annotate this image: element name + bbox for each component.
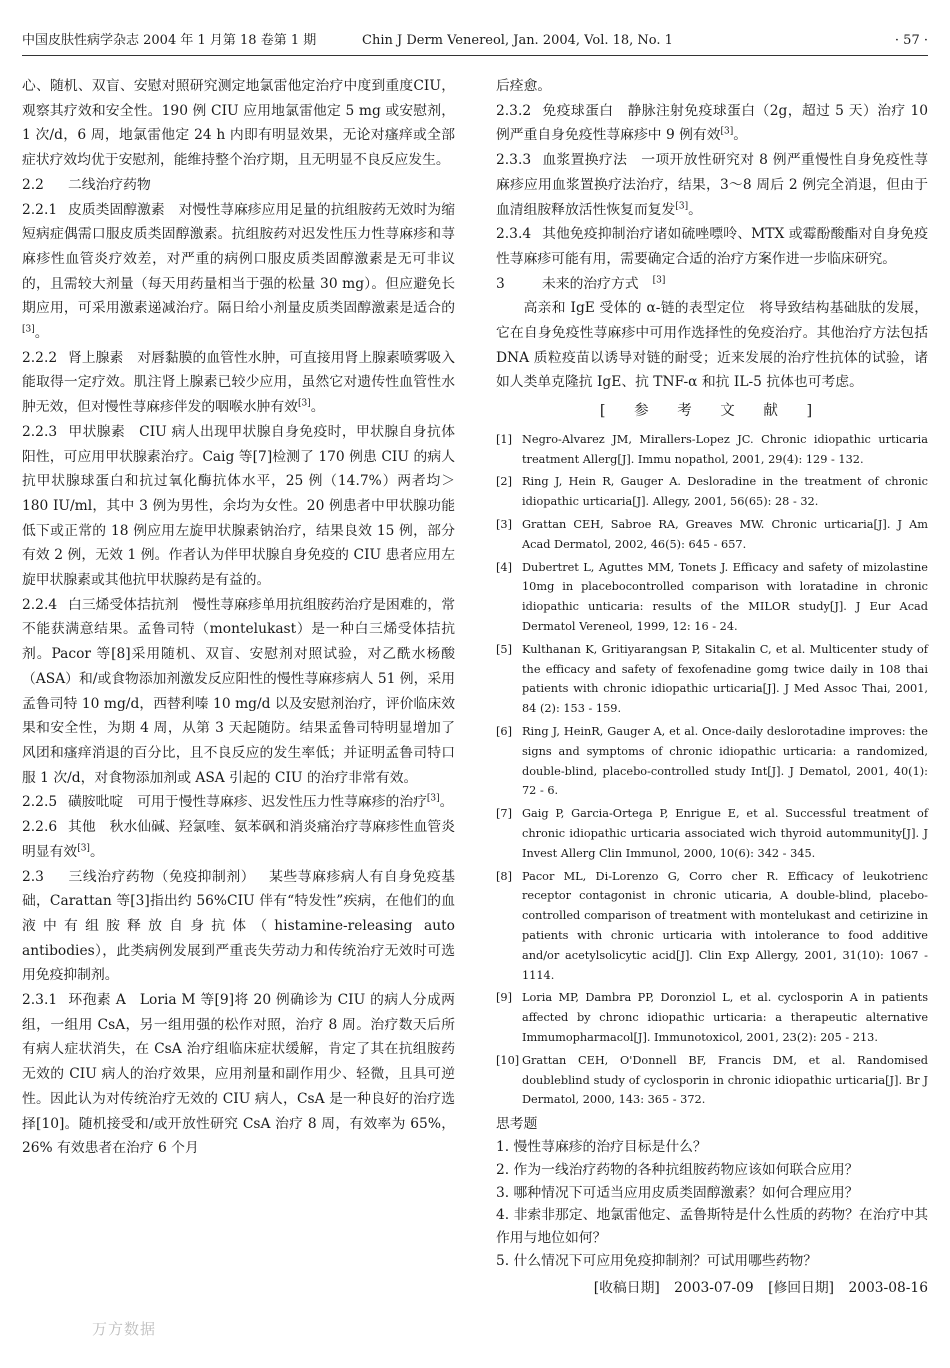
- reference-text: Loria MP, Dambra PP, Doronziol L, et al. cyclosporin A in patients affected by chronc idiopathic urticaria: a therapeutic alternative Immumopharmacol[J]. Immunotoxicol, 2001, 23(2): 205 - 213.: [522, 991, 928, 1044]
- paragraph-text: 高亲和 IgE 受体的 α-链的表型定位 将导致结构基础肽的发展，它在自身免疫性荨麻疹中可用作选择性的免疫治疗。其他治疗方法包括 DNA 质粒疫苗以诱导对链的耐受；近来发展的治疗性抗体的试验，诸如人类单克隆抗 IgE、抗 TNF-α 和抗 IL-5 抗体也可考虑。: [496, 300, 928, 391]
- section-title: 三线治疗药物（免疫抑制剂）: [68, 868, 256, 885]
- received-date: 2003-07-09: [674, 1279, 754, 1296]
- citation: [3]: [720, 126, 734, 137]
- body-paragraph: [22, 74, 455, 173]
- reference-number: [4]: [496, 560, 513, 574]
- reference-text: Dubertret L, Aguttes MM, Tonets J. Efficacy and safety of mizolastine 10mg in placebocontrolled comparison with loratadine in chronic idiopathic unticaria: results of the MILOR study[J]. J Eur Acad Dermatol Vereneol, 1999, 12: 16 - 24.: [522, 560, 928, 634]
- section-number: 2.3.1: [22, 992, 58, 1009]
- reference-item: [496, 640, 928, 719]
- paragraph-text: CIU 病人出现甲状腺自身免疫时，甲状腺自身抗体阳性，可应用甲状腺素治疗。Caig 等[7]检测了 170 例患 CIU 的病人抗甲状腺球蛋白和抗过氧化酶抗体水平，25 例（14.7%）两者均＞180 IU/ml，其中 3 例为男性，余均为女性。20 例患者中甲状腺功能低下或正常的 18 例应用左旋甲状腺素钠治疗，结果良效 15 例，部分有效 2 例，无效 1 例。作者认为伴甲状腺自身免疫的 CIU 患者应用左旋甲状腺素或其他抗甲状腺药是有益的。: [22, 423, 455, 589]
- reference-text: Kulthanan K, Gritiyarangsan P, Sitakalin C, et al. Multicenter study of the efficacy and safety of fexofenadine gomg twice daily in 108 thai patients with chronic idiopathic urticaria[J]. J Med Assoc Thai, 2001, 84 (2): 153 - 159.: [522, 642, 928, 716]
- reference-text: Pacor ML, Di-Lorenzo G, Corro cher R. Efficacy of leukotrienc receptor contagonist in chronic uticaria, A double-blind, placebo-controlled comparison of treatment with montelukast and cetirizine in patients with chronic urticaria with intolerance to food additive and/or acetylsolicytic acid[J]. Clin Exp Allergy, 2001, 31(10): 1067 - 1114.: [522, 869, 928, 982]
- reference-number: [9]: [496, 991, 513, 1005]
- section-title: 白三烯受体拮抗剂: [68, 596, 179, 613]
- section-number: 2.2.5: [22, 794, 58, 811]
- reference-item: [496, 472, 928, 512]
- reference-item: [496, 722, 928, 801]
- paragraph-tail: 。: [688, 201, 702, 218]
- reference-text: Grattan CEH, Sabroe RA, Greaves MW. Chronic urticaria[J]. J Am Acad Dermatol, 2002, 46(5): 645 - 657.: [522, 518, 928, 551]
- section-title: 血浆置换疗法: [542, 152, 628, 169]
- reference-text: Ring J, HeinR, Gauger A, et al. Once-daily deslorotadine improves: the signs and symptoms of chronic idiopathic urticaria: a randomized, double-blind, placebo-controlled study Int[J]. J Dematol, 2001, 40(1): 72 - 6.: [522, 725, 928, 798]
- paragraph-text: 对慢性荨麻疹应用足量的抗组胺药无效时为缩短病症偶需口服皮质类固醇激素。抗组胺药对迟发性压力性荨麻疹和荨麻疹性血管炎疗效差，对严重的病例口服皮质类固醇激素是无可非议的，且需较大剂量（每天用药量相当于强的松量 30 mg）。但应避免长期应用，可采用激素递减治疗。隔日给小剂量皮质类固醇激素是适合的: [22, 201, 456, 317]
- reference-item: [496, 515, 928, 555]
- questions-section: [496, 1113, 928, 1273]
- questions-list: [496, 1136, 928, 1273]
- reference-item: [496, 1051, 928, 1110]
- paragraph-text: 静脉注射免疫球蛋白（2g，超过 5 天）治疗 10 例严重自身免疫性荨麻疹中 9 例有效: [496, 102, 928, 144]
- paragraph-text: 后痊愈。: [496, 78, 552, 94]
- section-paragraph: [496, 272, 928, 297]
- reference-number: [8]: [496, 869, 513, 883]
- section-paragraph: [496, 148, 928, 222]
- reference-item: [496, 867, 928, 986]
- watermark: 万方数据: [92, 1320, 157, 1338]
- references-list: [496, 430, 928, 1110]
- reference-number: [10]: [496, 1053, 520, 1067]
- section-paragraph: [22, 865, 455, 989]
- section-number: 2.2.1: [22, 201, 58, 218]
- section-title: 环孢素 A: [68, 992, 126, 1009]
- paragraph-text: 心、随机、双盲、安慰对照研究测定地氯雷他定治疗中度到重度CIU，观察其疗效和安全性。190 例 CIU 应用地氯雷他定 5 mg 或安慰剂，1 次/d，6 周，地氯雷他定 24 h 内即有明显效果，无论对瘙痒或全部症状疗效均优于安慰剂，能维持整个治疗期，且无明显不良反应发生。: [22, 78, 455, 169]
- paragraph-text: 其他免疫抑制治疗诸如硫唑嘌呤、MTX 或霉酚酸酯对自身免疫性荨麻疹可能有用，需要确定合适的治疗方案作进一步临床研究。: [496, 226, 928, 267]
- reference-text: Grattan CEH, O'Donnell BF, Francis DM, et al. Randomised doubleblind study of cyclosporin in chronic idiopathic urticaria[J]. Br J Dermatol, 2000, 143: 365 - 372.: [522, 1053, 928, 1107]
- section-paragraph: [22, 815, 455, 864]
- paragraph-text: 对唇黏膜的血管性水肿，可直接用肾上腺素喷雾吸入能取得一定疗效。肌注肾上腺素已较少应用，虽然它对遗传性血管性水肿无效，但对慢性荨麻疹伴发的咽喉水肿有效: [22, 349, 456, 416]
- citation: [3]: [652, 275, 666, 286]
- references-title: [ 参 考 文 献 ]: [599, 403, 825, 420]
- section-title: 其他: [68, 819, 96, 836]
- section-paragraph: [22, 346, 455, 420]
- left-column: [22, 74, 455, 1161]
- body-paragraph: [496, 74, 928, 99]
- paragraph-text: 慢性荨麻疹单用抗组胺药治疗是困难的，常不能获满意结果。孟鲁司特（montelukast）是一种白三烯受体拮抗剂。Pacor 等[8]采用随机、双盲、安慰剂对照试验，对乙酰水杨酸（ASA）和/或食物添加剂激发反应阳性的慢性荨麻疹病人 51 例，采用孟鲁司特 10 mg/d，西替利嗪 10 mg/d 以及安慰剂治疗，评价临床效果和安全性，为期 4 周，从第 3 天起随防。结果孟鲁司特明显增加了风团和瘙痒消退的百分比，且不良反应的发生率低；并证明孟鲁司特口服 1 次/d，对食物添加剂或 ASA 引起的 CIU 的治疗非常有效。: [22, 596, 456, 786]
- citation: [3]: [77, 843, 90, 854]
- revised-date: 2003-08-16: [848, 1279, 928, 1296]
- reference-text: Gaig P, Garcia-Ortega P, Enrigue E, et al. Successful treatment of chronic idiopathic urticaria associated wich thyroid autommunity[J]. J Invest Allerg Clin Immunol, 2000, 10(6): 342 - 345.: [522, 807, 928, 860]
- reference-number: [2]: [496, 475, 513, 489]
- journal-title-en: Chin J Derm Venereol, Jan. 2004, Vol. 18, No. 1: [362, 33, 673, 48]
- section-title: 皮质类固醇激素: [68, 201, 165, 218]
- section-paragraph: [22, 173, 455, 198]
- section-number: 2.2: [22, 176, 44, 193]
- section-paragraph: [22, 593, 455, 791]
- page-number: · 57 ·: [894, 33, 928, 48]
- paragraph-tail: 。: [89, 843, 104, 860]
- paragraph-text: 秋水仙碱、羟氯喹、氨苯砜和消炎痛治疗荨麻疹性血管炎明显有效: [22, 819, 456, 860]
- section-title: 肾上腺素: [68, 349, 124, 366]
- paragraph-text: 一项开放性研究对 8 例严重慢性自身免疫性荨麻疹应用血浆置换疗法治疗，结果，3～8 周后 2 例完全消退，但由于血清组胺释放活性恢复而复发: [496, 152, 928, 218]
- section-number: 2.3.4: [496, 226, 532, 243]
- reference-number: [3]: [496, 518, 513, 532]
- reference-number: [7]: [496, 807, 513, 821]
- question-item: 3. 哪种情况下可适当应用皮质类固醇激素？如何合理应用？: [496, 1184, 859, 1201]
- question-item: 2. 作为一线治疗药物的各种抗组胺药物应该如何联合应用？: [496, 1161, 859, 1178]
- questions-title: 思考题: [496, 1116, 538, 1133]
- section-paragraph: [496, 99, 928, 148]
- reference-text: Negro-Alvarez JM, Mirallers-Lopez JC. Chronic idiopathic urticaria treatment Allerg[J]. Immu nopathol, 2001, 29(4): 129 - 132.: [522, 432, 928, 466]
- citation: [3]: [22, 324, 35, 335]
- section-paragraph: [22, 420, 455, 593]
- section-number: 2.3.3: [496, 152, 532, 169]
- running-header: [22, 31, 928, 53]
- section-title: 未来的治疗方式: [542, 275, 639, 292]
- reference-item: [496, 804, 928, 863]
- section-number: 2.3: [22, 868, 44, 885]
- section-title: 磺胺吡啶: [68, 794, 124, 811]
- received-label: [收稿日期]: [593, 1279, 660, 1296]
- section-paragraph: [496, 222, 928, 271]
- paragraph-text: 可用于慢性荨麻疹、迟发性压力性荨麻疹的治疗: [137, 794, 427, 811]
- section-number: 2.2.2: [22, 349, 58, 366]
- section-paragraph: [22, 198, 455, 346]
- right-body: [496, 74, 928, 395]
- reference-text: Ring J, Hein R, Gauger A. Desloradine in the treatment of chronic idiopathic urticaria[J]. Allegy, 2001, 56(65): 28 - 32.: [522, 475, 928, 509]
- revised-label: [修回日期]: [768, 1279, 835, 1296]
- section-number: 2.2.4: [22, 596, 58, 613]
- journal-title-cn: 中国皮肤性病学杂志 2004 年 1 月第 18 卷第 1 期: [22, 33, 317, 48]
- section-title: 甲状腺素: [68, 423, 126, 440]
- section-title: 免疫球蛋白: [542, 102, 614, 119]
- section-paragraph: [22, 988, 455, 1161]
- section-number: 3: [496, 275, 505, 292]
- paragraph-tail: 。: [733, 127, 748, 144]
- reference-number: [5]: [496, 642, 513, 656]
- reference-item: [496, 988, 928, 1047]
- section-title: 二线治疗药物: [68, 176, 151, 193]
- section-number: 2.2.6: [22, 819, 58, 836]
- header-rule: [22, 55, 928, 56]
- question-item: 4. 非索非那定、地氯雷他定、孟鲁斯特是什么性质的药物？在治疗中其作用与地位如何？: [496, 1207, 928, 1247]
- paragraph-tail: 。: [439, 794, 454, 811]
- paragraph-text: 某些荨麻疹病人有自身免疫基础，Carattan 等[3]指出约 56%CIU 伴有“特发性”疾病，在他们的血液中有组胺释放自身抗体（histamine-releasing auto antibodies），此类病例发展到严重丧失劳动力和传统治疗无效时可选用免疫抑制剂。: [22, 868, 456, 984]
- question-item: 1. 慢性荨麻疹的治疗目标是什么？: [496, 1138, 707, 1155]
- paragraph-text: Loria M 等[9]将 20 例确诊为 CIU 的病人分成两组，一组用 CsA，另一组用强的松作对照，治疗 8 周。治疗数天后所有病人症状消失，在 CsA 治疗组临床症状缓解，肯定了其在抗组胺药无效的 CIU 病人的治疗效果，应用剂量和副作用少、轻微，且具可逆性。因此认为对传统治疗无效的 CIU 病人，CsA 是一种良好的治疗选择[10]。随机接受和/或开放性研究 CsA 治疗 8 周，有效率为 65%，26% 有效患者在治疗 6 个月: [22, 992, 455, 1157]
- paragraph-tail: 。: [310, 399, 325, 416]
- section-paragraph: [22, 790, 455, 815]
- section-number: 2.3.2: [496, 102, 532, 119]
- reference-item: [496, 558, 928, 637]
- citation: [3]: [297, 398, 311, 409]
- right-column: [496, 74, 928, 1299]
- body-paragraph: [496, 296, 928, 395]
- article-dates: [496, 1277, 928, 1299]
- reference-item: [496, 430, 928, 470]
- citation: [3]: [426, 793, 440, 804]
- reference-number: [6]: [496, 725, 513, 738]
- reference-number: [1]: [496, 432, 513, 446]
- citation: [3]: [675, 200, 689, 211]
- question-item: 5. 什么情况下可应用免疫抑制剂？可试用哪些药物？: [496, 1252, 818, 1269]
- paragraph-tail: 。: [34, 325, 49, 342]
- section-number: 2.2.3: [22, 423, 58, 440]
